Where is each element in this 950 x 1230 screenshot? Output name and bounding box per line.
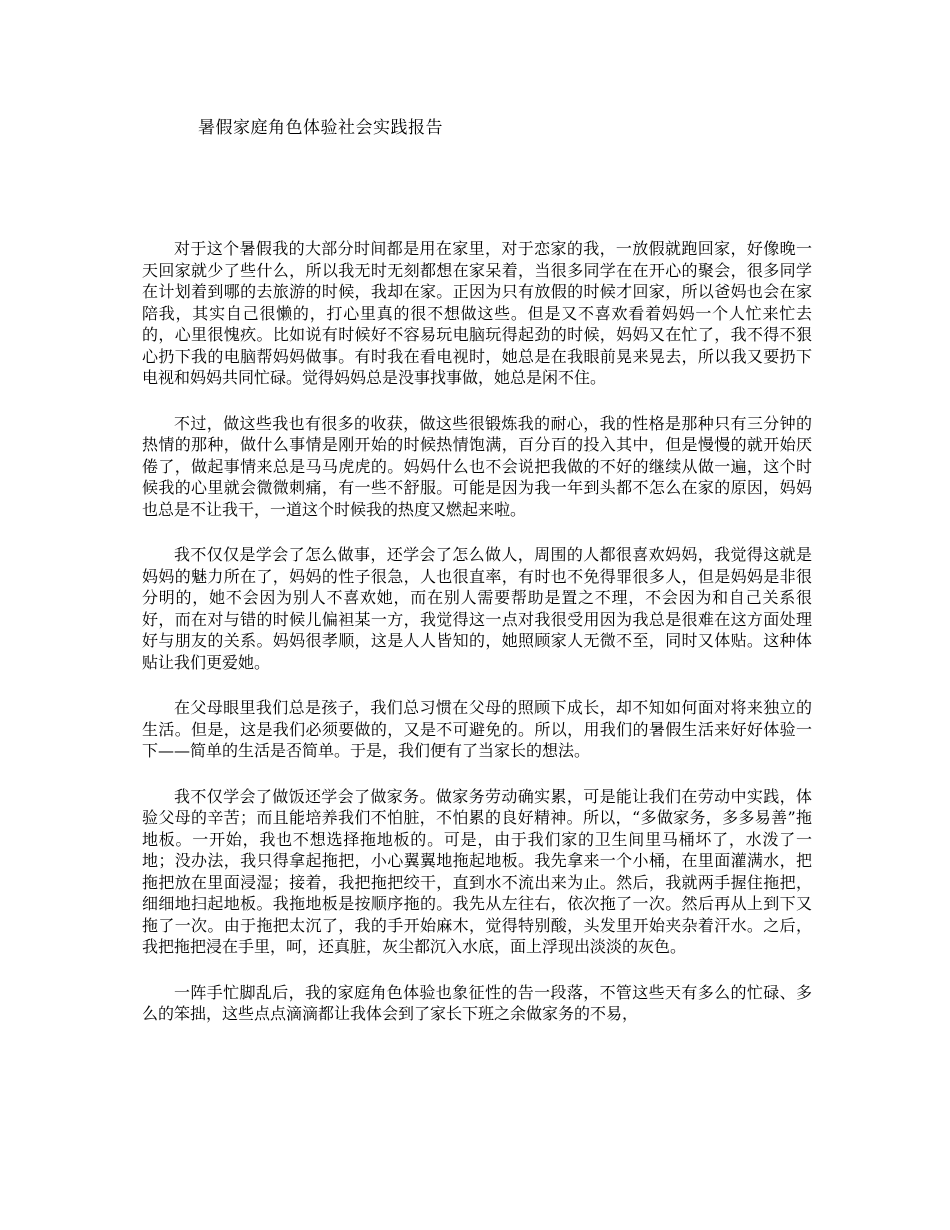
paragraph-5: 我不仅学会了做饭还学会了做家务。做家务劳动确实累，可是能让我们在劳动中实践，体验父母的辛苦；而且能培养我们不怕脏，不怕累的良好精神。所以，“多做家务，多多易善”拖地板。一开始，我也不想选择拖地板的。可是，由于我们家的卫生间里马桶坏了，水泼了一地；没办法，我只得拿起拖把，小心翼翼地拖起地板。我先拿来一个小桶，在里面灌满水，把拖把放在里面浸湿；接着，我把拖把绞干，直到水不流出来为止。然后，我就两手握住拖把，细细地扫起地板。我拖地板是按顺序拖的。我先从左往右，依次拖了一次。然后再从上到下又拖了一次。由于拖把太沉了，我的手开始麻木，觉得特别酸，头发里开始夹杂着汗水。之后，我把拖把浸在手里，呵，还真脏，灰尘都沉入水底，面上浮现出淡淡的灰色。 [142,786,812,956]
document-body [142,238,812,1047]
paragraph-3: 我不仅仅是学会了怎么做事，还学会了怎么做人，周围的人都很喜欢妈妈，我觉得这就是妈妈的魅力所在了，妈妈的性子很急，人也很直率，有时也不免得罪很多人，但是妈妈是非很分明的，她不会因为别人不喜欢她，而在别人需要帮助是置之不理，不会因为和自己关系很好，而在对与错的时候儿偏袒某一方，我觉得这一点对我很受用因为我总是很难在这方面处理好与朋友的关系。妈妈很孝顺，这是人人皆知的，她照顾家人无微不至，同时又体贴。这种体贴让我们更爱她。 [142,545,812,672]
paragraph-2: 不过，做这些我也有很多的收获，做这些很锻炼我的耐心，我的性格是那种只有三分钟的热情的那种，做什么事情是刚开始的时候热情饱满，百分百的投入其中，但是慢慢的就开始厌倦了，做起事情来总是马马虎虎的。妈妈什么也不会说把我做的不好的继续从做一遍，这个时候我的心里就会微微刺痛，有一些不舒服。可能是因为我一年到头都不怎么在家的原因，妈妈也总是不让我干，一道这个时候我的热度又燃起来啦。 [142,413,812,519]
paragraph-1: 对于这个暑假我的大部分时间都是用在家里，对于恋家的我，一放假就跑回家，好像晚一天回家就少了些什么，所以我无时无刻都想在家呆着，当很多同学在在开心的聚会，很多同学在计划着到哪的去旅游的时候，我却在家。正因为只有放假的时候才回家，所以爸妈也会在家陪我，其实自己很懒的，打心里真的很不想做这些。但是又不喜欢看着妈妈一个人忙来忙去的，心里很愧疚。比如说有时候好不容易玩电脑玩得起劲的时候，妈妈又在忙了，我不得不狠心扔下我的电脑帮妈妈做事。有时我在看电视时，她总是在我眼前晃来晃去，所以我又要扔下电视和妈妈共同忙碌。觉得妈妈总是没事找事做，她总是闲不住。 [142,239,812,387]
paragraph-6: 一阵手忙脚乱后，我的家庭角色体验也象征性的告一段落，不管这些天有多么的忙碌、多么的笨拙，这些点点滴滴都让我体会到了家长下班之余做家务的不易， [142,982,812,1023]
document-title: 暑假家庭角色体验社会实践报告 [198,118,443,138]
paragraph-4: 在父母眼里我们总是孩子，我们总习惯在父母的照顾下成长，却不知如何面对将来独立的生活。但是，这是我们必须要做的，又是不可避免的。所以，用我们的暑假生活来好好体验一下——简单的生活是否简单。于是，我们便有了当家长的想法。 [142,698,812,760]
